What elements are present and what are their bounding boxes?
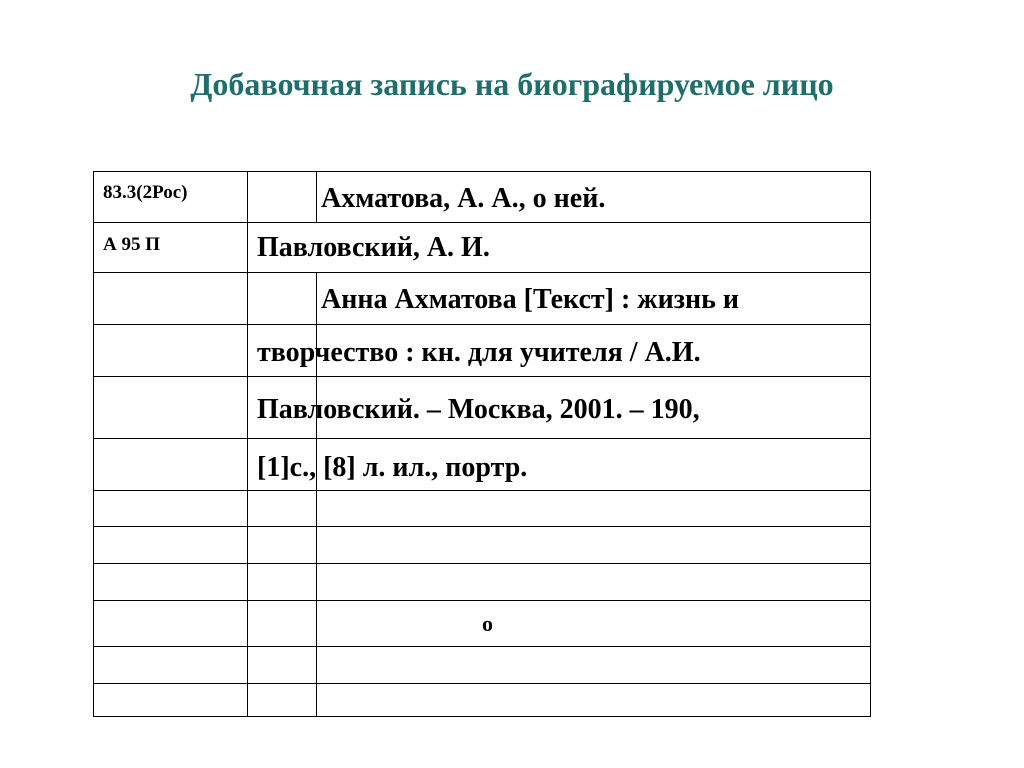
card-border-right	[870, 171, 871, 717]
row-line	[93, 683, 871, 684]
slide-title: Добавочная запись на биографируемое лицо	[190, 66, 834, 102]
call-number-author-mark: А 95 П	[103, 234, 160, 255]
row-line	[93, 376, 871, 377]
column-divider-1	[247, 171, 248, 717]
row-line	[93, 563, 871, 564]
card-border-bottom	[93, 716, 871, 717]
column-divider-2	[316, 171, 317, 222]
heading-author: Павловский, А. И.	[257, 232, 490, 263]
row-line	[93, 526, 871, 527]
card-hole-mark: о	[482, 611, 493, 636]
row-line	[93, 272, 871, 273]
title-line-1: Анна Ахматова [Текст] : жизнь и	[321, 284, 740, 315]
imprint-line: Павловский. – Москва, 2001. – 190,	[257, 394, 700, 425]
row-line	[93, 600, 871, 601]
card-border-top	[93, 171, 871, 172]
call-number-classification: 83.3(2Рос)	[103, 182, 188, 203]
row-line	[93, 324, 871, 325]
row-line	[93, 646, 871, 647]
title-line-2: творчество : кн. для учителя / А.И.	[257, 337, 701, 368]
card-border-left	[93, 171, 94, 717]
row-line	[93, 222, 871, 223]
physical-description-line: [1]с., [8] л. ил., портр.	[257, 452, 528, 483]
row-line	[93, 438, 871, 439]
heading-subject: Ахматова, А. А., о ней.	[321, 183, 606, 214]
row-line	[93, 490, 871, 491]
